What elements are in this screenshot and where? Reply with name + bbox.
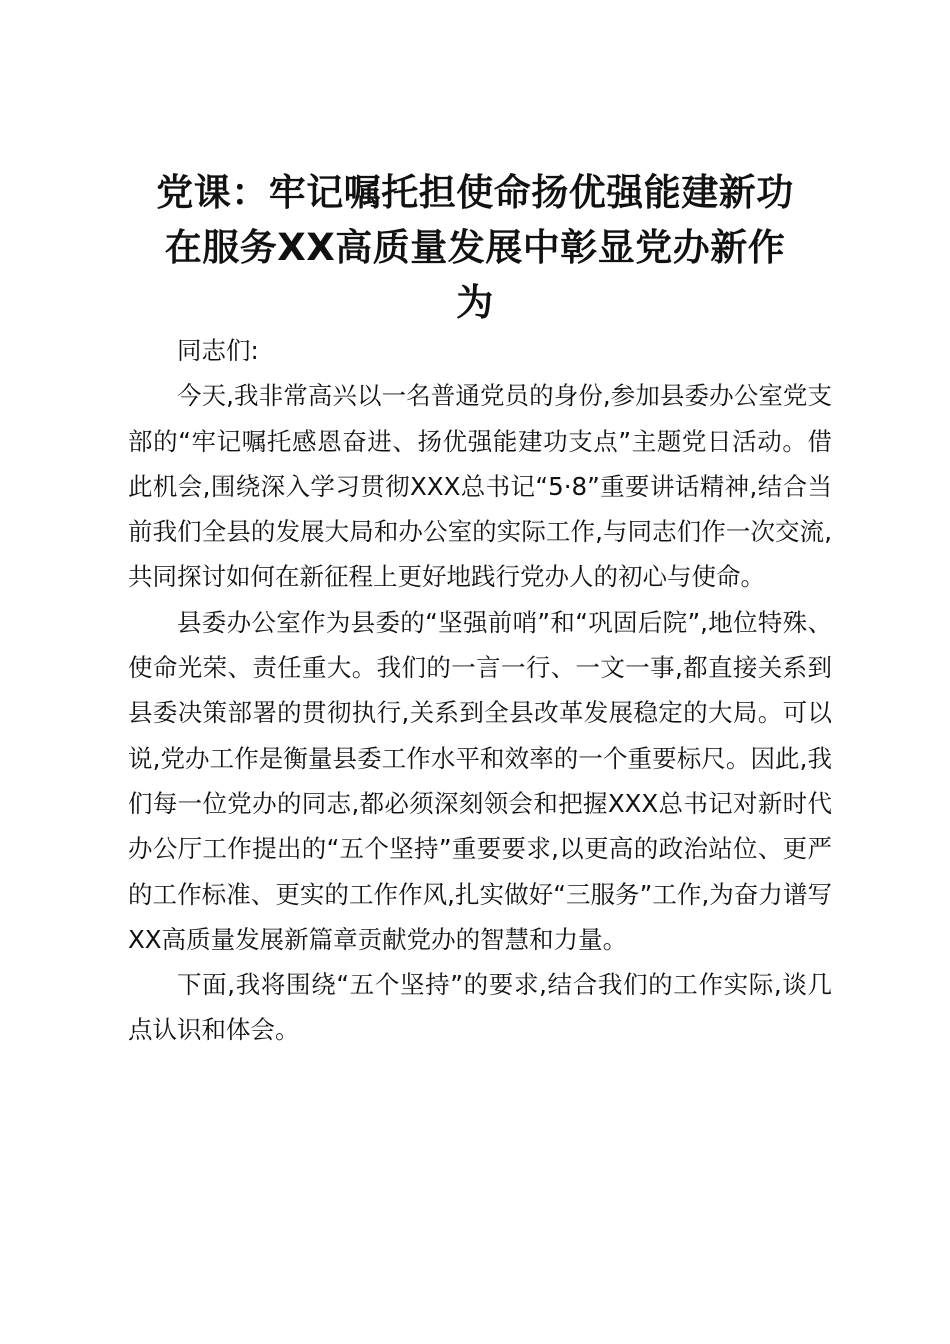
paragraph: 下面,我将围绕“五个坚持”的要求,结合我们的工作实际,谈几点认识和体会。 [128, 970, 832, 1045]
document-body [128, 328, 832, 1053]
paragraph: 今天,我非常高兴以一名普通党员的身份,参加县委办公室党支部的“牢记嘱托感恩奋进、扬优强能建功支点”主题党日活动。借此机会,围绕深入学习贯彻XXX总书记“5·8”重要讲话精神,结合当前我们全县的发展大局和办公室的实际工作,与同志们作一次交流,共同探讨如何在新征程上更好地践行党办人的初心与使命。 [128, 381, 832, 592]
title-line: 为 [456, 281, 494, 324]
paragraph: 县委办公室作为县委的“坚强前哨”和“巩固后院”,地位特殊、使命光荣、责任重大。我们的一言一行、一文一事,都直接关系到县委决策部署的贯彻执行,关系到全县改革发展稳定的大局。可以说,党办工作是衡量县委工作水平和效率的一个重要标尺。因此,我们每一位党办的同志,都必须深刻领会和把握XXX总书记对新时代办公厅工作提出的“五个坚持”重要要求,以更高的政治站位、更严的工作标准、更实的工作作风,扎实做好“三服务”工作,为奋力谱写XX高质量发展新篇章贡献党办的智慧和力量。 [128, 607, 832, 954]
salutation: 同志们: [177, 336, 259, 365]
title-line: 在服务XX高质量发展中彰显党办新作 [164, 226, 786, 269]
document-title [110, 165, 840, 330]
title-line: 党课：牢记嘱托担使命扬优强能建新功 [156, 171, 794, 214]
